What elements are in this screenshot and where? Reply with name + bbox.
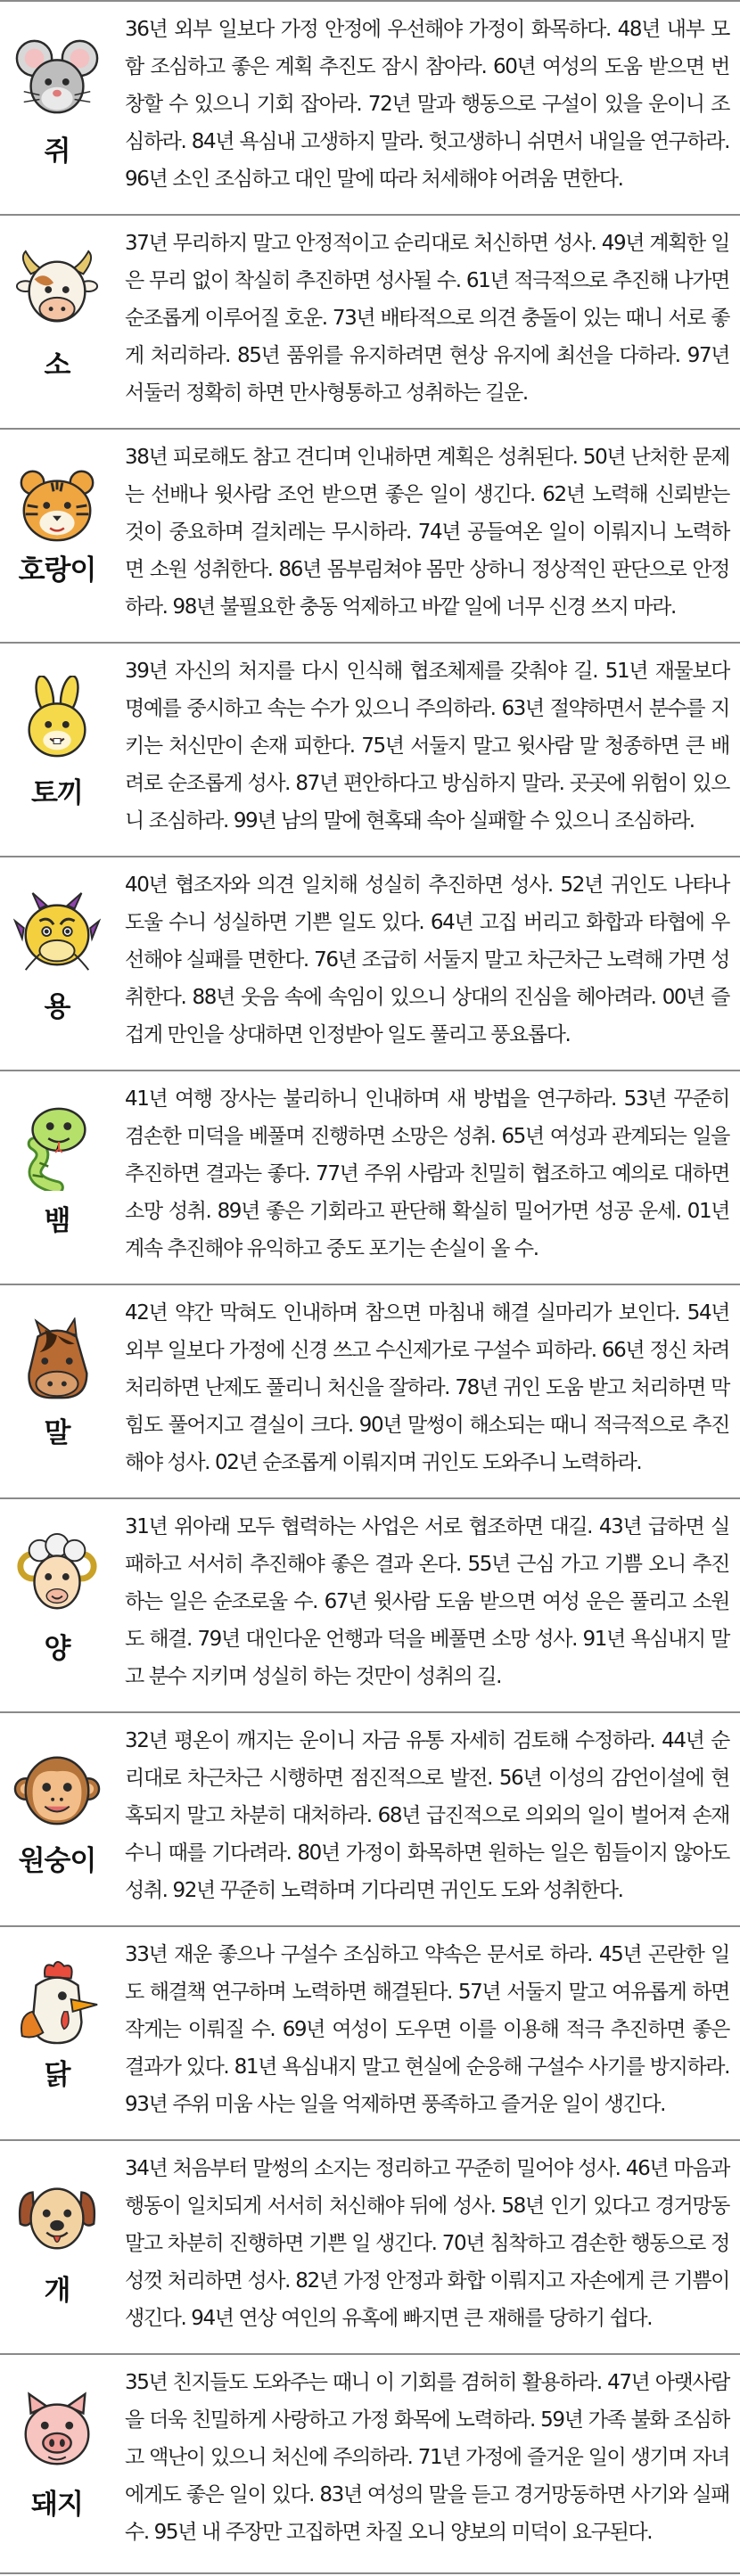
dog-icon xyxy=(13,2173,101,2260)
rooster-icon xyxy=(13,1959,101,2047)
snake-icon xyxy=(13,1103,101,1191)
horse-icon xyxy=(13,1317,101,1405)
fortune-text: 36년 외부 일보다 가정 안정에 우선해야 가정이 화목하다. 48년 내부 모함 조심하고 좋은 계획 추진도 잠시 참아라. 60년 여성의 도움 받으면 번창할 수 있으니 기회 잡아라. 72년 말과 행동으로 구설이 있을 운이니 조심하라. 84년 욕심내 고생하지 말라. 헛고생하니 쉬면서 내일을 연구하라. 96년 소인 조심하고 대인 말에 따라 처세해야 어려움 면한다. xyxy=(125,18,729,191)
fortune-row xyxy=(0,1497,740,1711)
animal-column xyxy=(0,1499,114,1711)
animal-name: 닭 xyxy=(44,2059,70,2091)
animal-name: 개 xyxy=(44,2275,70,2307)
rat-icon xyxy=(13,34,101,121)
fortune-row xyxy=(0,1070,740,1284)
animal-column xyxy=(0,2,114,214)
rabbit-icon xyxy=(13,676,101,763)
fortune-row xyxy=(0,642,740,856)
fortune-row xyxy=(0,2353,740,2574)
fortune-text: 34년 처음부터 말썽의 소지는 정리하고 꾸준히 밀어야 성사. 46년 마음과 행동이 일치되게 서서히 처신해야 뒤에 성사. 58년 인기 있다고 경거망동 말고 차분히 진행하면 기쁜 일 생긴다. 70년 침착하고 겸손한 행동으로 정성껏 처리하면 성사. 82년 가정 안정과 화합 이뤄지고 자손에게 큰 기쁨이 생긴다. 94년 연상 여인의 유혹에 빠지면 큰 재해를 당하기 쉽다. xyxy=(125,2157,729,2330)
animal-column xyxy=(0,216,114,428)
animal-column xyxy=(0,644,114,856)
fortune-row xyxy=(0,1284,740,1497)
animal-column xyxy=(0,1071,114,1284)
fortune-text: 39년 자신의 처지를 다시 인식해 협조체제를 갖춰야 길. 51년 재물보다 명예를 중시하고 속는 수가 있으니 주의하라. 63년 절약하면서 분수를 지키는 처신만이 손재 피한다. 75년 서둘지 말고 윗사람 말 청종하면 큰 배려로 순조롭게 성사. 87년 편안하다고 방심하지 말라. 곳곳에 위험이 있으니 조심하라. 99년 남의 말에 현혹돼 속아 실패할 수 있으니 조심하라. xyxy=(125,660,729,833)
animal-column xyxy=(0,1713,114,1925)
animal-name: 소 xyxy=(44,349,70,381)
animal-name: 뱀 xyxy=(44,1205,70,1237)
fortune-text: 42년 약간 막혀도 인내하며 참으면 마침내 해결 실마리가 보인다. 54년 외부 일보다 가정에 신경 쓰고 수신제가로 구설수 피하라. 66년 정신 차려 처리하면 난제도 풀리니 처신을 잘하라. 78년 귀인 도움 받고 처리하면 막힘도 풀어지고 결실이 크다. 90년 말썽이 해소되는 때니 적극적으로 추진해야 성사. 02년 순조롭게 이뤄지며 귀인도 도와주니 노력하라. xyxy=(125,1301,729,1474)
fortune-row xyxy=(0,1925,740,2139)
fortune-text: 38년 피로해도 참고 견디며 인내하면 계획은 성취된다. 50년 난처한 문제는 선배나 윗사람 조언 받으면 좋은 일이 생긴다. 62년 노력해 신뢰받는 것이 중요하며 걸치레는 무시하라. 74년 공들여온 일이 이뤄지니 노력하면 소원 성취한다. 86년 몸부림쳐야 몸만 상하니 정상적인 판단으로 안정하라. 98년 불필요한 충동 억제하고 바깥 일에 너무 신경 쓰지 마라. xyxy=(125,446,729,619)
dragon-icon xyxy=(13,890,101,977)
fortune-row xyxy=(0,0,740,214)
animal-column xyxy=(0,2141,114,2353)
fortune-text: 33년 재운 좋으나 구설수 조심하고 약속은 문서로 하라. 45년 곤란한 일도 해결책 연구하며 노력하면 해결된다. 57년 서둘지 말고 여유롭게 하면 작게는 이뤄질 수. 69년 여성이 도우면 이를 이용해 적극 추진하면 좋은 결과가 있다. 81년 욕심내지 말고 현실에 순응해 구설수 사기를 방지하라. 93년 주위 미움 사는 일을 억제하면 풍족하고 즐거운 일이 생긴다. xyxy=(125,1943,729,2116)
fortune-text: 41년 여행 장사는 불리하니 인내하며 새 방법을 연구하라. 53년 꾸준히 겸손한 미덕을 베풀며 진행하면 소망은 성취. 65년 여성과 관계되는 일을 추진하면 결과는 좋다. 77년 주위 사람과 친밀히 협조하고 예의로 대하면 소망 성취. 89년 좋은 기회라고 판단해 확실히 밀어가면 성공 운세. 01년 계속 추진해야 유익하고 중도 포기는 손실이 올 수. xyxy=(125,1087,729,1260)
fortune-text: 37년 무리하지 말고 안정적이고 순리대로 처신하면 성사. 49년 계획한 일은 무리 없이 착실히 추진하면 성사될 수. 61년 적극적으로 추진해 나가면 순조롭게 이루어질 호운. 73년 배타적으로 의견 충돌이 있는 때니 서로 좋게 처리하라. 85년 품위를 유지하려면 현상 유지에 최선을 다하라. 97년 서둘러 정확히 하면 만사형통하고 성취하는 길운. xyxy=(125,232,729,405)
animal-name: 호랑이 xyxy=(18,554,96,587)
ox-icon xyxy=(13,248,101,335)
monkey-icon xyxy=(13,1745,101,1833)
fortune-row xyxy=(0,428,740,642)
fortune-row xyxy=(0,214,740,428)
animal-name: 쥐 xyxy=(44,135,70,168)
animal-column xyxy=(0,1927,114,2139)
fortune-row xyxy=(0,1711,740,1925)
animal-column xyxy=(0,857,114,1070)
animal-column xyxy=(0,430,114,642)
animal-name: 돼지 xyxy=(31,2489,83,2521)
sheep-icon xyxy=(13,1531,101,1619)
animal-column xyxy=(0,2355,114,2572)
animal-name: 원숭이 xyxy=(18,1845,96,1877)
fortune-text: 35년 친지들도 도와주는 때니 이 기회를 겸허히 활용하라. 47년 아랫사람을 더욱 친밀하게 사랑하고 가정 화목에 노력하라. 59년 가족 불화 조심하고 액난이 있으니 처신에 주의하라. 71년 가정에 즐거운 일이 생기며 자녀에게도 좋은 일이 있다. 83년 여성의 말을 듣고 경거망동하면 사기와 실패수. 95년 내 주장만 고집하면 차질 오니 양보의 미덕이 요구된다. xyxy=(125,2371,729,2544)
fortune-text: 40년 협조자와 의견 일치해 성실히 추진하면 성사. 52년 귀인도 나타나 도울 수니 성실하면 기쁜 일도 있다. 64년 고집 버리고 화합과 타협에 우선해야 실패를 면한다. 76년 조급히 서둘지 말고 차근차근 노력해 가면 성취한다. 88년 웃음 속에 속임이 있으니 상대의 진심을 헤아려라. 00년 즐겁게 만인을 상대하면 인정받아 일도 풀리고 풍요롭다. xyxy=(125,874,729,1046)
animal-name: 토끼 xyxy=(31,777,83,809)
fortune-row xyxy=(0,856,740,1070)
animal-column xyxy=(0,1285,114,1497)
animal-name: 말 xyxy=(44,1417,70,1449)
fortune-text: 31년 위아래 모두 협력하는 사업은 서로 협조하면 대길. 43년 급하면 실패하고 서서히 추진해야 좋은 결과 온다. 55년 근심 가고 기쁨 오니 추진하는 일은 순조로울 수. 67년 윗사람 도움 받으면 여성 운은 풀리고 소원도 해결. 79년 대인다운 언행과 덕을 베풀면 소망 성사. 91년 욕심내지 말고 분수 지키며 성실히 하는 것만이 성취의 길. xyxy=(125,1515,729,1688)
fortune-row xyxy=(0,2139,740,2353)
pig-icon xyxy=(13,2387,101,2474)
tiger-icon xyxy=(13,462,101,549)
animal-name: 양 xyxy=(44,1633,70,1665)
animal-name: 용 xyxy=(44,991,70,1023)
fortune-text: 32년 평온이 깨지는 운이니 자금 유통 자세히 검토해 수정하라. 44년 순리대로 차근차근 시행하면 점진적으로 발전. 56년 이성의 감언이설에 현혹되지 말고 차분히 대처하라. 68년 급진적으로 의외의 일이 벌어져 손재수니 때를 기다려라. 80년 가정이 화목하면 원하는 일은 힘들이지 않아도 성취. 92년 꾸준히 노력하며 기다리면 귀인도 도와 성취한다. xyxy=(125,1729,729,1902)
